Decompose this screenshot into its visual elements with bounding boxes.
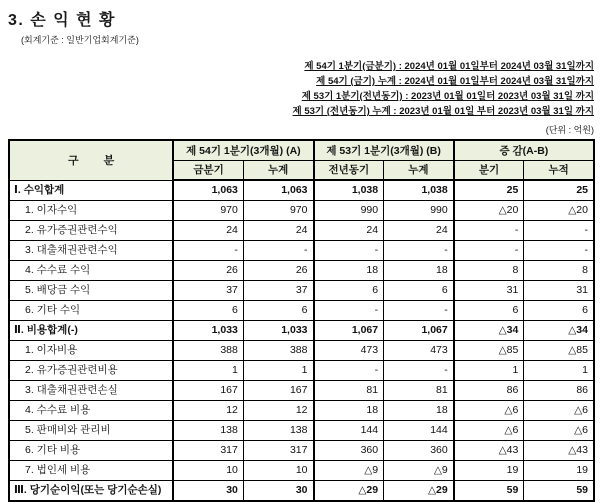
value-cell: 25 — [524, 180, 594, 201]
value-cell: 1,038 — [384, 180, 454, 201]
value-cell: 360 — [314, 441, 384, 461]
value-cell: 26 — [243, 261, 313, 281]
row-label: 2. 유가증권관련비용 — [9, 361, 173, 381]
value-cell: △20 — [524, 201, 594, 221]
column-header-prior-quarter: 전년동기 — [314, 160, 384, 180]
table-row — [9, 221, 594, 241]
value-cell: 1,067 — [384, 321, 454, 341]
value-cell: 8 — [454, 261, 524, 281]
table-row — [9, 361, 594, 381]
value-cell: 24 — [384, 221, 454, 241]
table-row — [9, 421, 594, 441]
value-cell: △9 — [314, 461, 384, 481]
value-cell: - — [524, 241, 594, 261]
value-cell: 18 — [314, 401, 384, 421]
value-cell: 6 — [384, 281, 454, 301]
value-cell: 317 — [243, 441, 313, 461]
value-cell: △34 — [524, 321, 594, 341]
row-label: 7. 법인세 비용 — [9, 461, 173, 481]
table-row — [9, 201, 594, 221]
row-label: 2. 유가증권관련수익 — [9, 221, 173, 241]
value-cell: △6 — [524, 401, 594, 421]
value-cell: 990 — [384, 201, 454, 221]
value-cell: 317 — [173, 441, 243, 461]
period-line-prior-quarter: 제 53기 1분기(전년동기) : 2023년 01월 01일터 2023년 03월 31일 까지 — [301, 91, 594, 102]
value-cell: 388 — [243, 341, 313, 361]
value-cell: 18 — [314, 261, 384, 281]
value-cell: △6 — [524, 421, 594, 441]
column-header-current-quarter: 금분기 — [173, 160, 243, 180]
value-cell: - — [454, 221, 524, 241]
value-cell: △20 — [454, 201, 524, 221]
value-cell: 12 — [173, 401, 243, 421]
column-header-diff-quarter: 분기 — [454, 160, 524, 180]
accounting-basis-note: (회계기준 : 일반기업회계기준) — [21, 35, 139, 45]
section-total-row — [9, 180, 594, 201]
row-label: 6. 기타 수익 — [9, 301, 173, 321]
value-cell: 6 — [173, 301, 243, 321]
value-cell: 25 — [454, 180, 524, 201]
period-line-current-quarter: 제 54기 1분기(금분기) : 2024년 01월 01일부터 2024년 03월 31일까지 — [304, 61, 594, 72]
income-statement-table — [8, 139, 595, 502]
row-label: Ⅲ. 당기순이익(또는 당기순손실) — [9, 481, 173, 502]
value-cell: 138 — [173, 421, 243, 441]
value-cell: 30 — [243, 481, 313, 502]
value-cell: △43 — [524, 441, 594, 461]
value-cell: - — [314, 301, 384, 321]
column-header-prior-cumulative: 누계 — [384, 160, 454, 180]
value-cell: 1 — [524, 361, 594, 381]
row-label: 6. 기타 비용 — [9, 441, 173, 461]
value-cell: 6 — [243, 301, 313, 321]
value-cell: △6 — [454, 421, 524, 441]
value-cell: 1,038 — [314, 180, 384, 201]
value-cell: 388 — [173, 341, 243, 361]
value-cell: 1,033 — [173, 321, 243, 341]
column-header-current-cumulative: 누계 — [243, 160, 313, 180]
value-cell: 19 — [524, 461, 594, 481]
value-cell: - — [173, 241, 243, 261]
column-group-current-term: 제 54기 1분기(3개월) (A) — [173, 140, 313, 160]
table-row — [9, 461, 594, 481]
value-cell: 473 — [384, 341, 454, 361]
page-title: 3. 손 익 현 황 — [8, 12, 116, 29]
value-cell: 144 — [384, 421, 454, 441]
value-cell: 86 — [524, 381, 594, 401]
value-cell: 1,063 — [243, 180, 313, 201]
value-cell: - — [454, 241, 524, 261]
table-row — [9, 261, 594, 281]
value-cell: - — [384, 301, 454, 321]
period-line-current-cumulative: 제 54기 (금기) 누계 : 2024년 01월 01일부터 2024년 03월 31일까지 — [316, 76, 594, 87]
unit-label: (단위 : 억원) — [545, 125, 594, 135]
value-cell: △9 — [384, 461, 454, 481]
value-cell: 31 — [524, 281, 594, 301]
value-cell: 86 — [454, 381, 524, 401]
table-row — [9, 301, 594, 321]
value-cell: 81 — [384, 381, 454, 401]
row-label: Ⅱ. 비용합계(-) — [9, 321, 173, 341]
column-group-difference: 증 감(A-B) — [454, 140, 594, 160]
table-row — [9, 281, 594, 301]
value-cell: 970 — [173, 201, 243, 221]
value-cell: 30 — [173, 481, 243, 502]
value-cell: △6 — [454, 401, 524, 421]
table-row — [9, 341, 594, 361]
value-cell: 1 — [173, 361, 243, 381]
value-cell: 167 — [173, 381, 243, 401]
table-header — [9, 140, 594, 180]
column-group-prior-term: 제 53기 1분기(3개월) (B) — [314, 140, 454, 160]
row-label: 4. 수수료 수익 — [9, 261, 173, 281]
table-row — [9, 241, 594, 261]
value-cell: 1,067 — [314, 321, 384, 341]
value-cell: 6 — [454, 301, 524, 321]
value-cell: 138 — [243, 421, 313, 441]
table-body — [9, 180, 594, 501]
value-cell: 473 — [314, 341, 384, 361]
row-label: 1. 이자수익 — [9, 201, 173, 221]
value-cell: - — [384, 241, 454, 261]
section-total-row — [9, 321, 594, 341]
value-cell: 1 — [454, 361, 524, 381]
table-row — [9, 381, 594, 401]
row-label: 5. 배당금 수익 — [9, 281, 173, 301]
fiscal-period-notes — [8, 59, 594, 119]
value-cell: 81 — [314, 381, 384, 401]
value-cell: - — [243, 241, 313, 261]
value-cell: 31 — [454, 281, 524, 301]
value-cell: 59 — [524, 481, 594, 502]
value-cell: 1,063 — [173, 180, 243, 201]
value-cell: 1 — [243, 361, 313, 381]
value-cell: 1,033 — [243, 321, 313, 341]
value-cell: - — [524, 221, 594, 241]
value-cell: 144 — [314, 421, 384, 441]
value-cell: 10 — [243, 461, 313, 481]
value-cell: 10 — [173, 461, 243, 481]
value-cell: 12 — [243, 401, 313, 421]
column-header-category: 구 분 — [9, 140, 173, 180]
row-label: 1. 이자비용 — [9, 341, 173, 361]
value-cell: △34 — [454, 321, 524, 341]
table-row — [9, 441, 594, 461]
value-cell: 19 — [454, 461, 524, 481]
value-cell: △29 — [314, 481, 384, 502]
value-cell: 360 — [384, 441, 454, 461]
value-cell: 990 — [314, 201, 384, 221]
row-label: 5. 판매비와 관리비 — [9, 421, 173, 441]
value-cell: - — [384, 361, 454, 381]
row-label: 3. 대출채권관련손실 — [9, 381, 173, 401]
value-cell: 6 — [314, 281, 384, 301]
period-line-prior-cumulative: 제 53기 (전년동기) 누계 : 2023년 01월 01일 부터 2023년 03월 31일 까지 — [292, 106, 594, 117]
value-cell: 37 — [243, 281, 313, 301]
row-label: Ⅰ. 수익합계 — [9, 180, 173, 201]
value-cell: 18 — [384, 261, 454, 281]
value-cell: - — [314, 361, 384, 381]
value-cell: 167 — [243, 381, 313, 401]
value-cell: △85 — [454, 341, 524, 361]
table-row — [9, 401, 594, 421]
value-cell: 26 — [173, 261, 243, 281]
value-cell: 37 — [173, 281, 243, 301]
value-cell: 59 — [454, 481, 524, 502]
value-cell: △43 — [454, 441, 524, 461]
row-label: 4. 수수료 비용 — [9, 401, 173, 421]
value-cell: 970 — [243, 201, 313, 221]
value-cell: 8 — [524, 261, 594, 281]
row-label: 3. 대출채권관련수익 — [9, 241, 173, 261]
value-cell: 24 — [173, 221, 243, 241]
value-cell: 24 — [243, 221, 313, 241]
value-cell: - — [314, 241, 384, 261]
value-cell: 6 — [524, 301, 594, 321]
value-cell: △85 — [524, 341, 594, 361]
value-cell: △29 — [384, 481, 454, 502]
value-cell: 18 — [384, 401, 454, 421]
column-header-diff-cumulative: 누적 — [524, 160, 594, 180]
value-cell: 24 — [314, 221, 384, 241]
